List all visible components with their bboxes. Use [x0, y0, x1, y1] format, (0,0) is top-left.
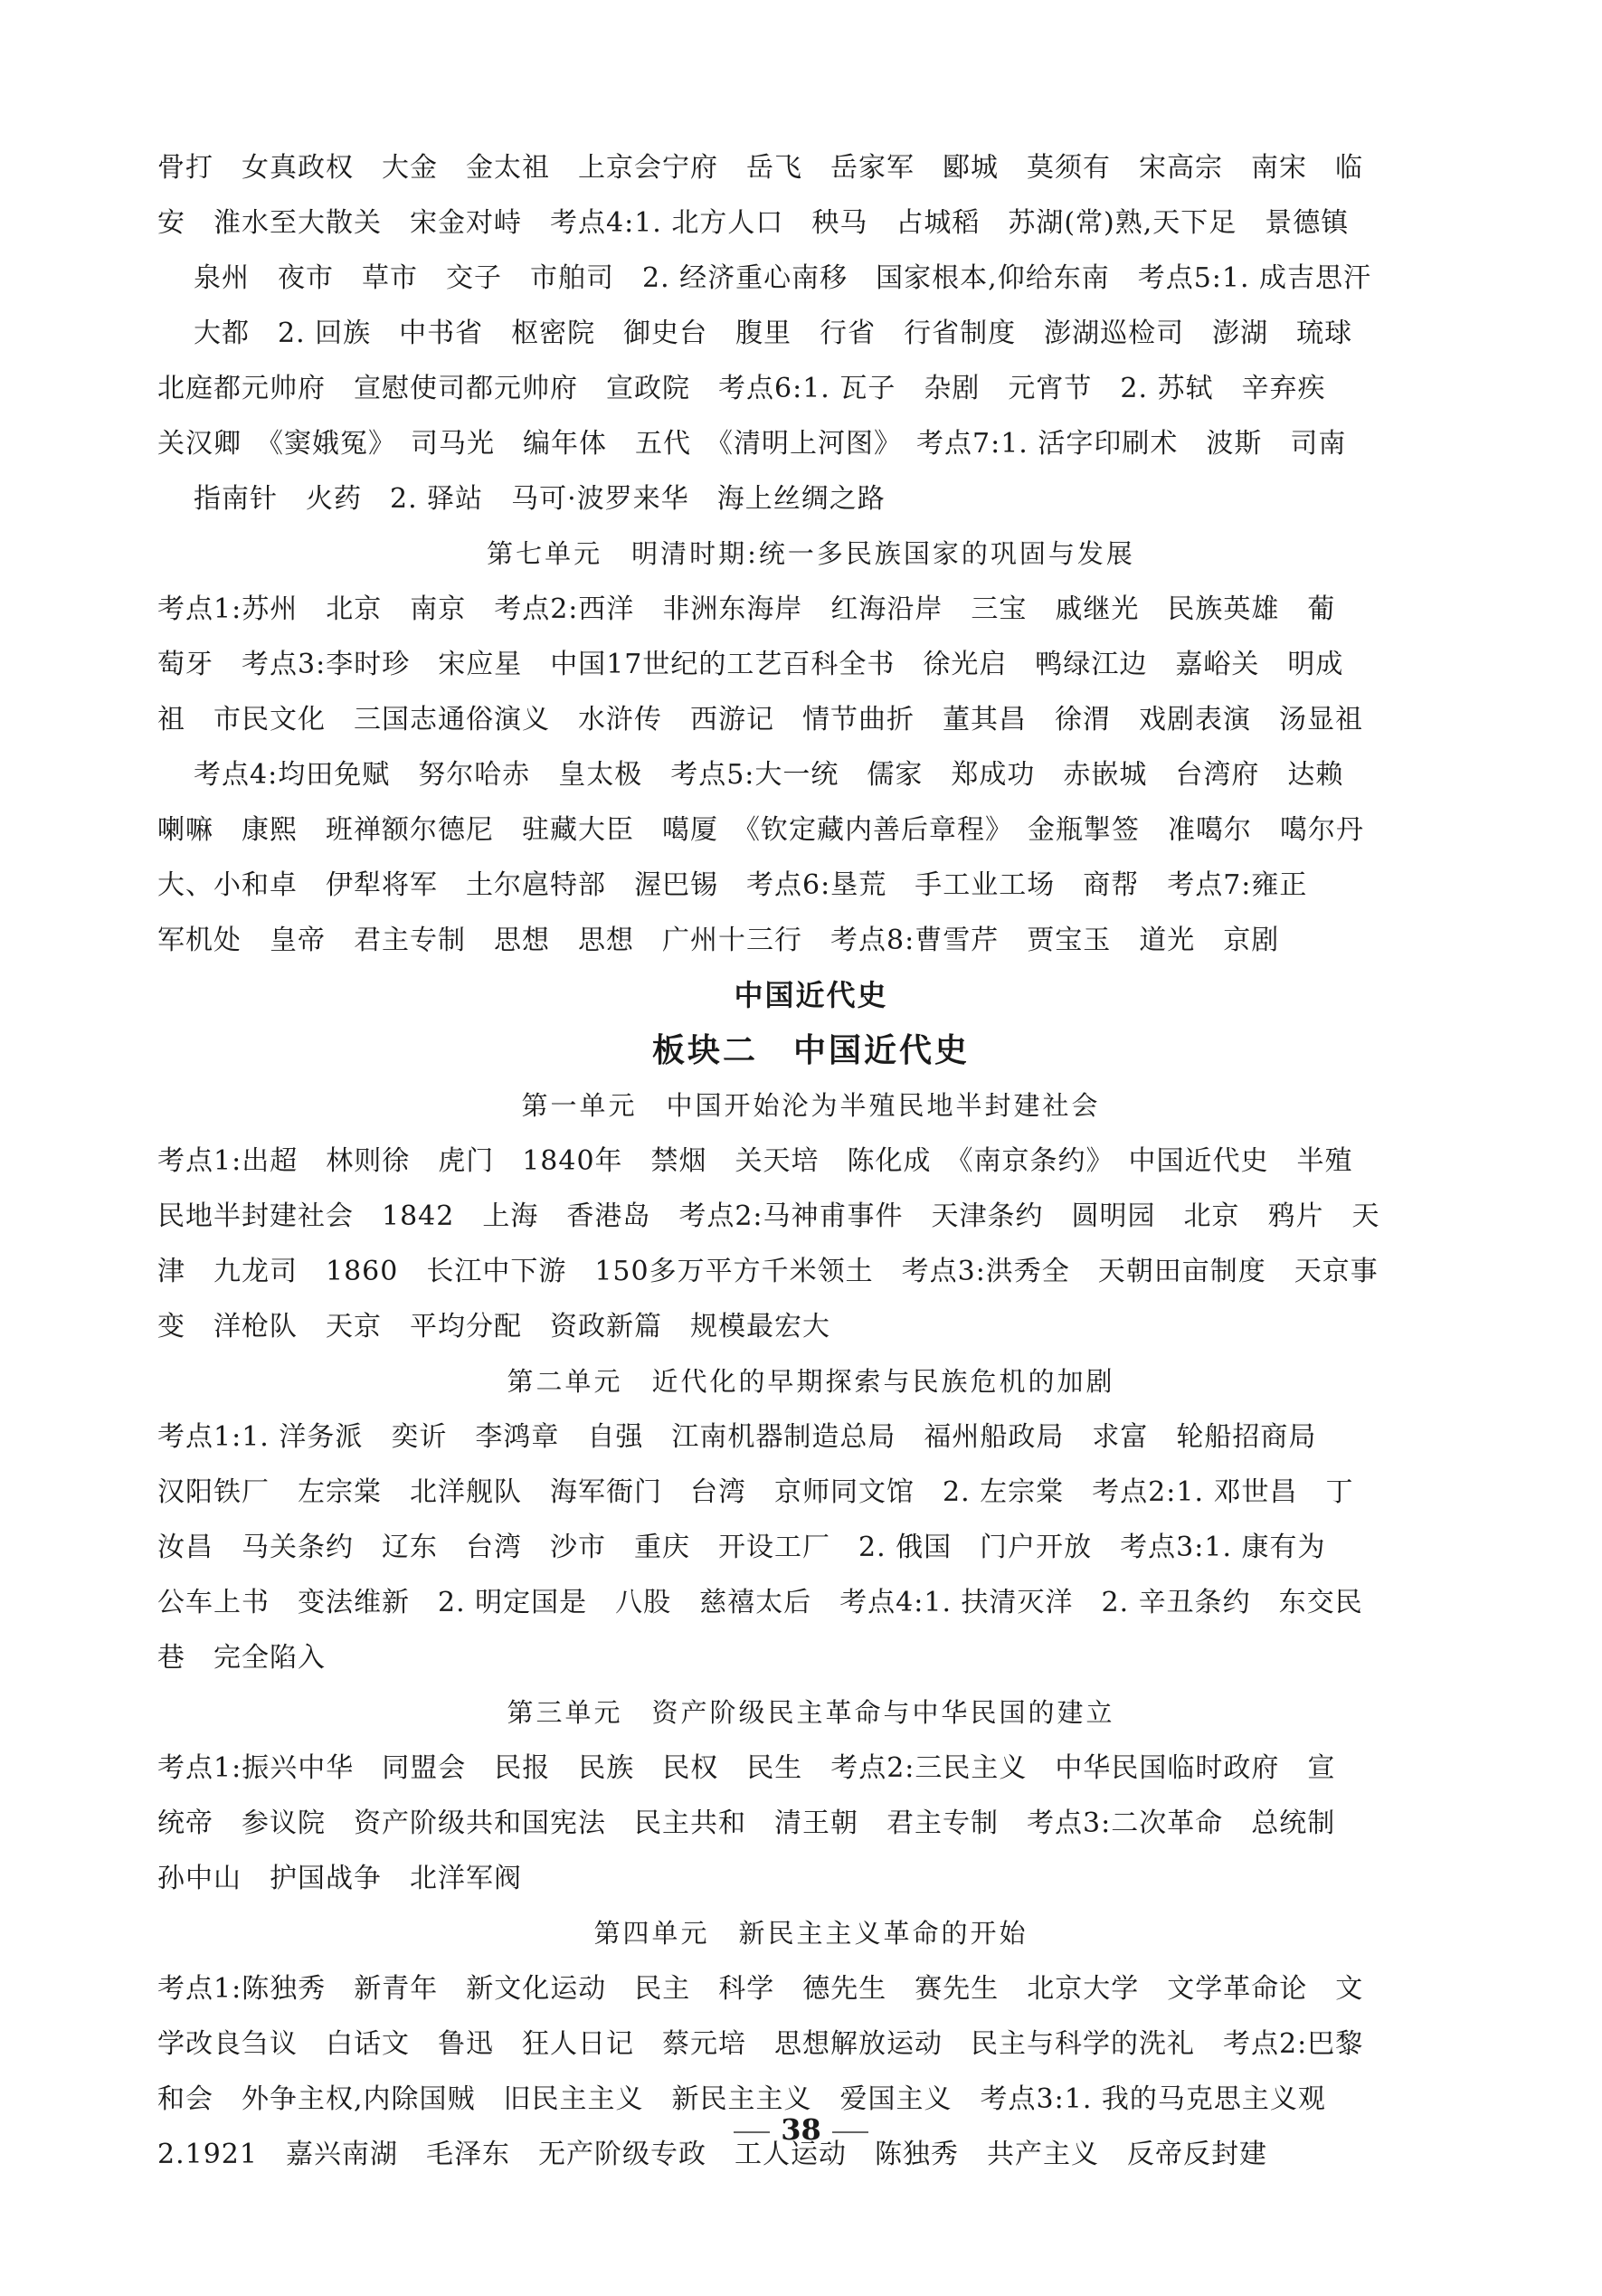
unit4-text — [157, 1961, 1465, 2182]
text-line: 津 九龙司 1860 长江中下游 150多万平方千米领土 考点3:洪秀全 天朝田亩制度 天京事 — [157, 1256, 1379, 1287]
page-number: 38 — [781, 2112, 821, 2147]
text-line: 考点1:苏州 北京 南京 考点2:西洋 非洲东海岸 红海沿岸 三宝 戚继光 民族英雄 葡 — [157, 593, 1336, 625]
text-line: 2.1921 嘉兴南湖 毛泽东 无产阶级专政 工人运动 陈独秀 共产主义 反帝反封建 — [157, 2139, 1267, 2170]
footer-dash — [734, 2131, 770, 2133]
text-line: 关汉卿 《窦娥冤》 司马光 编年体 五代 《清明上河图》 考点7:1. 活字印刷术 波斯 司南 — [157, 428, 1347, 460]
block-title: 板块二 中国近代史 — [651, 1032, 970, 1069]
text-line: 萄牙 考点3:李时珍 宋应星 中国17世纪的工艺百科全书 徐光启 鸭绿江边 嘉峪关 明成 — [157, 649, 1344, 680]
text-line: 民地半封建社会 1842 上海 香港岛 考点2:马神甫事件 天津条约 圆明园 北京 鸦片 天 — [157, 1200, 1380, 1232]
text-line: 巷 完全陷入 — [157, 1642, 326, 1674]
text-line: 考点4:均田免赋 努尔哈赤 皇太极 考点5:大一统 儒家 郑成功 赤嵌城 台湾府 达赖 — [194, 759, 1344, 791]
text-line: 汉阳铁厂 左宗棠 北洋舰队 海军衙门 台湾 京师同文馆 2. 左宗棠 考点2:1. 邓世昌 丁 — [157, 1476, 1354, 1508]
text-line: 北庭都元帅府 宣慰使司都元帅府 宣政院 考点6:1. 瓦子 杂剧 元宵节 2. 苏轼 辛弃疾 — [157, 373, 1326, 404]
text-line: 和会 外争主权,内除国贼 旧民主主义 新民主主义 爱国主义 考点3:1. 我的马克思主义观 — [157, 2083, 1326, 2115]
text-line: 考点1:振兴中华 同盟会 民报 民族 民权 民生 考点2:三民主义 中华民国临时政府 宣 — [157, 1752, 1336, 1784]
text-line: 孙中山 护国战争 北洋军阀 — [157, 1863, 522, 1894]
text-line: 大、小和卓 伊犁将军 土尔扈特部 渥巴锡 考点6:垦荒 手工业工场 商帮 考点7:雍正 — [157, 869, 1308, 901]
text-line: 考点1:出超 林则徐 虎门 1840年 禁烟 关天培 陈化成 《南京条约》 中国近代史 半殖 — [157, 1145, 1353, 1177]
text-line: 骨打 女真政权 大金 金太祖 上京会宁府 岳飞 岳家军 郾城 莫须有 宋高宗 南宋 临 — [157, 152, 1363, 184]
unit1-text — [157, 1134, 1465, 1354]
page-footer — [0, 2112, 1602, 2147]
text-line: 祖 市民文化 三国志通俗演义 水浒传 西游记 情节曲折 董其昌 徐渭 戏剧表演 汤显祖 — [157, 704, 1363, 735]
unit2-text — [157, 1409, 1465, 1685]
text-line: 泉州 夜市 草市 交子 市舶司 2. 经济重心南移 国家根本,仰给东南 考点5:1. 成吉思汗 — [194, 262, 1372, 294]
unit-heading: 第一单元 中国开始沦为半殖民地半封建社会 — [521, 1090, 1101, 1121]
text-line: 公车上书 变法维新 2. 明定国是 八股 慈禧太后 考点4:1. 扶清灭洋 2. 辛丑条约 东交民 — [157, 1587, 1363, 1618]
text-line: 考点1:陈独秀 新青年 新文化运动 民主 科学 德先生 赛先生 北京大学 文学革命论 文 — [157, 1973, 1364, 2005]
text-line: 喇嘛 康熙 班禅额尔德尼 驻藏大臣 噶厦 《钦定藏内善后章程》 金瓶掣签 准噶尔 噶尔丹 — [157, 814, 1364, 846]
text-line: 变 洋枪队 天京 平均分配 资政新篇 规模最宏大 — [157, 1311, 830, 1342]
text-line: 安 淮水至大散关 宋金对峙 考点4:1. 北方人口 秧马 占城稻 苏湖(常)熟,天下足 景德镇 — [157, 207, 1350, 239]
answer-page — [157, 140, 1465, 2182]
section-title: 中国近代史 — [734, 978, 888, 1012]
text-line: 汝昌 马关条约 辽东 台湾 沙市 重庆 开设工厂 2. 俄国 门户开放 考点3:1. 康有为 — [157, 1532, 1326, 1563]
text-line: 考点1:1. 洋务派 奕䜣 李鸿章 自强 江南机器制造总局 福州船政局 求富 轮船招商局 — [157, 1421, 1317, 1453]
footer-dash — [832, 2131, 868, 2133]
text-line: 学改良刍议 白话文 鲁迅 狂人日记 蔡元培 思想解放运动 民主与科学的洗礼 考点2:巴黎 — [157, 2028, 1364, 2060]
text-line: 统帝 参议院 资产阶级共和国宪法 民主共和 清王朝 君主专制 考点3:二次革命 总统制 — [157, 1807, 1336, 1839]
unit-heading: 第三单元 资产阶级民主革命与中华民国的建立 — [507, 1697, 1115, 1728]
unit-heading: 第四单元 新民主主义革命的开始 — [593, 1918, 1029, 1949]
unit-heading: 第二单元 近代化的早期探索与民族危机的加剧 — [507, 1366, 1115, 1397]
unit-heading: 第七单元 明清时期:统一多民族国家的巩固与发展 — [487, 538, 1135, 569]
text-line: 军机处 皇帝 君主专制 思想 思想 广州十三行 考点8:曹雪芹 贾宝玉 道光 京剧 — [157, 925, 1280, 956]
text-line: 大都 2. 回族 中书省 枢密院 御史台 腹里 行省 行省制度 澎湖巡检司 澎湖 琉球 — [194, 318, 1353, 349]
block1-text — [157, 140, 1465, 527]
unit3-text — [157, 1741, 1465, 1906]
unit7-text — [157, 582, 1465, 968]
text-line: 指南针 火药 2. 驿站 马可·波罗来华 海上丝绸之路 — [194, 483, 886, 515]
